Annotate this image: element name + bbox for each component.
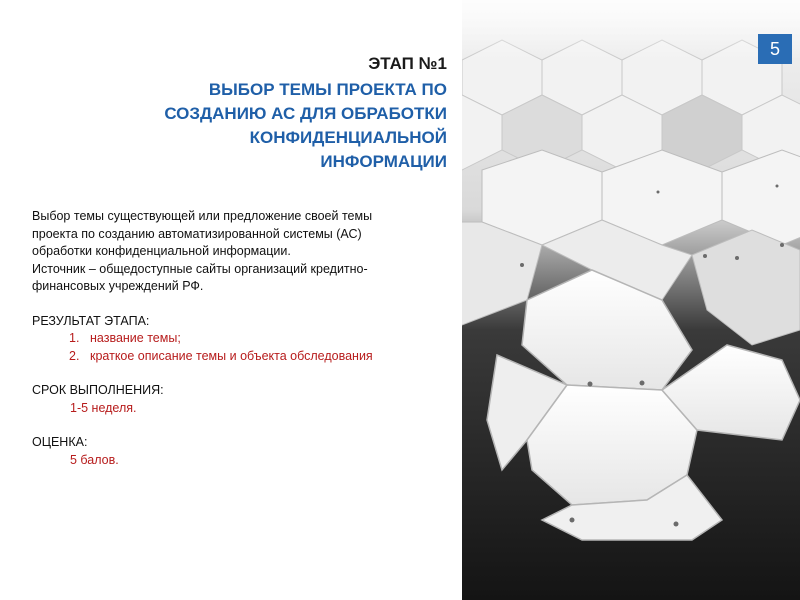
intro-line: Источник – общедоступные сайты организаций кредитно- xyxy=(32,261,368,276)
title-line-4: ИНФОРМАЦИИ xyxy=(320,152,447,171)
intro-line: финансовых учреждений РФ. xyxy=(32,279,204,293)
score-value: 5 балов. xyxy=(70,452,119,467)
result-heading: РЕЗУЛЬТАТ ЭТАПА: xyxy=(32,313,150,328)
slide-title xyxy=(60,52,447,174)
score-heading: ОЦЕНКА: xyxy=(32,435,88,449)
spacer xyxy=(32,365,452,382)
result-list xyxy=(32,330,452,365)
list-number: 1. xyxy=(69,331,80,345)
intro-line: обработки конфиденциальной информации. xyxy=(32,244,291,258)
list-item-text: название темы; xyxy=(90,331,181,345)
list-number: 2. xyxy=(69,348,80,363)
title-line-1: ВЫБОР ТЕМЫ ПРОЕКТА ПО xyxy=(208,80,447,99)
deadline-heading: СРОК ВЫПОЛНЕНИЯ: xyxy=(32,383,164,397)
deadline-value: 1-5 неделя. xyxy=(70,400,137,415)
page-number-badge: 5 xyxy=(758,34,792,64)
title-line-2: СОЗДАНИЮ АС ДЛЯ ОБРАБОТКИ xyxy=(164,104,447,123)
stage-label: ЭТАП №1 xyxy=(368,54,447,73)
list-item xyxy=(32,330,452,348)
hexagon-tiles-photo xyxy=(462,0,800,600)
intro-line: Выбор темы существующей или предложение своей темы xyxy=(32,209,373,223)
title-line-3: КОНФИДЕНЦИАЛЬНОЙ xyxy=(249,128,447,147)
list-item xyxy=(32,348,452,366)
spacer xyxy=(32,296,452,313)
hexagon-tiles-image xyxy=(462,0,800,600)
list-item-text: краткое описание темы и объекта обследования xyxy=(90,348,373,363)
intro-line: проекта по созданию автоматизированной системы (АС) xyxy=(32,226,362,241)
spacer xyxy=(32,417,452,434)
slide-body xyxy=(32,208,452,469)
